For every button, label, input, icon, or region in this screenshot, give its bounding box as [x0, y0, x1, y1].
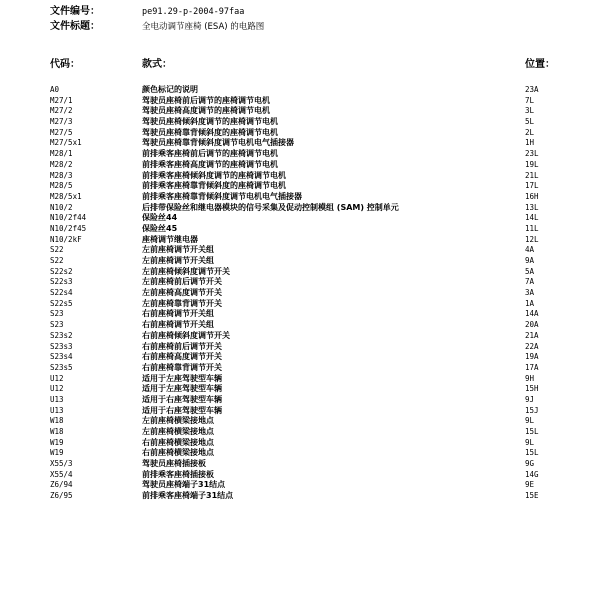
row-code: U12 — [50, 384, 64, 394]
row-position: 9H — [525, 373, 535, 383]
row-description: 左前座椅调节开关组 — [142, 256, 214, 265]
row-position: 15H — [525, 384, 539, 394]
row-description: 适用于左座驾驶型车辆 — [142, 384, 222, 394]
table-row — [0, 299, 603, 310]
row-position: 16H — [525, 191, 539, 201]
row-code: U12 — [50, 373, 64, 383]
row-position: 19L — [525, 159, 539, 169]
row-description: 驾驶员座椅端子31结点 — [142, 480, 226, 490]
row-position: 7A — [525, 277, 535, 287]
row-position: 1H — [525, 138, 535, 148]
row-position: 20A — [525, 320, 539, 330]
row-position: 12L — [525, 234, 539, 244]
row-position: 9A — [525, 256, 535, 265]
row-position: 9J — [525, 394, 535, 404]
row-code: M27/3 — [50, 117, 73, 127]
row-description: 保险丝45 — [142, 223, 178, 233]
table-row — [0, 149, 603, 160]
row-position: 11L — [525, 223, 539, 233]
row-description: 左前座椅调节开关组 — [142, 245, 214, 255]
row-position: 9E — [525, 480, 535, 490]
table-row — [0, 459, 603, 470]
table-row — [0, 235, 603, 246]
row-code: M28/3 — [50, 170, 73, 180]
table-row — [0, 138, 603, 149]
table-row — [0, 491, 603, 502]
row-description: 颜色标记的说明 — [142, 85, 198, 94]
table-row — [0, 160, 603, 171]
table-row — [0, 106, 603, 117]
row-code: A0 — [50, 85, 60, 94]
table-row — [0, 267, 603, 278]
row-position: 15L — [525, 427, 539, 436]
table-row — [0, 320, 603, 331]
component-list — [0, 85, 603, 502]
row-code: Z6/94 — [50, 480, 73, 490]
table-row — [0, 85, 603, 96]
row-position: 4A — [525, 245, 535, 255]
table-row — [0, 352, 603, 363]
table-row — [0, 288, 603, 299]
row-position: 19A — [525, 352, 539, 362]
row-position: 14L — [525, 213, 539, 223]
row-code: M27/5 — [50, 127, 73, 137]
row-code: M28/2 — [50, 159, 73, 169]
table-row — [0, 192, 603, 203]
column-header-code: 代码： — [50, 59, 80, 70]
row-code: W18 — [50, 427, 64, 436]
row-description: 前排乘客座椅端子31结点 — [142, 491, 234, 501]
row-code: W19 — [50, 448, 64, 458]
doc-title-value: 全电动调节座椅 (ESA) 的电路图 — [142, 22, 265, 32]
row-code: U13 — [50, 394, 64, 404]
row-description: 座椅调节继电器 — [142, 234, 198, 244]
row-position: 17L — [525, 181, 539, 191]
row-description: 左前座椅横梁接地点 — [142, 427, 214, 436]
row-code: N10/2kF — [50, 234, 82, 244]
row-position: 13L — [525, 202, 539, 212]
row-description: 前排乘客座椅靠背倾斜度的座椅调节电机 — [142, 181, 286, 191]
table-row — [0, 171, 603, 182]
row-code: S22s4 — [50, 288, 73, 298]
doc-title-label: 文件标题： — [50, 21, 100, 32]
row-description: 驾驶员座椅靠背倾斜度调节电机电气插接器 — [142, 138, 294, 148]
table-row — [0, 331, 603, 342]
row-description: 驾驶员座椅高度调节的座椅调节电机 — [142, 106, 270, 116]
table-row — [0, 224, 603, 235]
row-description: 右前座椅调节开关组 — [142, 320, 214, 330]
row-code: S23 — [50, 320, 64, 330]
table-row — [0, 406, 603, 417]
row-description: 保险丝44 — [142, 213, 178, 223]
row-description: 左前座椅横梁接地点 — [142, 416, 214, 426]
table-row — [0, 470, 603, 481]
row-position: 21L — [525, 170, 539, 180]
doc-number-value: pe91.29-p-2004-97faa — [142, 7, 245, 17]
row-code: M28/1 — [50, 149, 73, 159]
row-position: 9L — [525, 416, 535, 426]
row-code: M28/5 — [50, 181, 73, 191]
table-row — [0, 416, 603, 427]
row-position: 14G — [525, 469, 539, 479]
row-description: 右前座椅调节开关组 — [142, 309, 214, 319]
row-code: N10/2f45 — [50, 223, 87, 233]
table-row — [0, 245, 603, 256]
table-row — [0, 181, 603, 192]
table-row — [0, 117, 603, 128]
row-description: 适用于左座驾驶型车辆 — [142, 373, 222, 383]
table-row — [0, 309, 603, 320]
table-row — [0, 395, 603, 406]
row-description: 前排乘客座椅插接板 — [142, 469, 214, 479]
row-code: S22s5 — [50, 298, 73, 308]
row-code: M27/2 — [50, 106, 73, 116]
row-description: 驾驶员座椅靠背倾斜度的座椅调节电机 — [142, 127, 278, 137]
table-row — [0, 128, 603, 139]
table-row — [0, 363, 603, 374]
table-row — [0, 448, 603, 459]
row-position: 2L — [525, 127, 535, 137]
row-position: 17A — [525, 362, 539, 372]
row-description: 右前座椅倾斜度调节开关 — [142, 330, 230, 340]
row-code: X55/3 — [50, 459, 73, 469]
table-row — [0, 277, 603, 288]
row-code: M27/1 — [50, 95, 73, 105]
row-description: 前排乘客座椅靠背倾斜度调节电机电气插接器 — [142, 191, 302, 201]
row-description: 驾驶员座椅倾斜度调节的座椅调节电机 — [142, 117, 278, 127]
row-description: 右前座椅靠背调节开关 — [142, 362, 222, 372]
row-position: 15L — [525, 448, 539, 458]
row-position: 9G — [525, 459, 535, 469]
row-description: 右前座椅横梁接地点 — [142, 437, 214, 447]
row-description: 右前座椅前后调节开关 — [142, 341, 222, 351]
row-code: X55/4 — [50, 469, 73, 479]
row-position: 9L — [525, 437, 535, 447]
row-description: 驾驶员座椅插接板 — [142, 459, 206, 469]
table-row — [0, 213, 603, 224]
row-position: 5L — [525, 117, 535, 127]
column-header-pos: 位置： — [525, 59, 555, 70]
row-code: U13 — [50, 405, 64, 415]
row-position: 14A — [525, 309, 539, 319]
row-code: W18 — [50, 416, 64, 426]
row-position: 23L — [525, 149, 539, 159]
table-row — [0, 480, 603, 491]
row-code: M27/5x1 — [50, 138, 82, 148]
table-row — [0, 384, 603, 395]
row-code: N10/2f44 — [50, 213, 87, 223]
row-position: 21A — [525, 330, 539, 340]
row-code: Z6/95 — [50, 491, 73, 501]
table-row — [0, 427, 603, 438]
row-code: W19 — [50, 437, 64, 447]
row-position: 5A — [525, 266, 535, 276]
row-position: 22A — [525, 341, 539, 351]
row-description: 前排乘客座椅倾斜度调节的座椅调节电机 — [142, 170, 286, 180]
row-description: 前排乘客座椅高度调节的座椅调节电机 — [142, 159, 278, 169]
row-description: 左前座椅高度调节开关 — [142, 288, 222, 298]
row-code: S23 — [50, 309, 64, 319]
row-description: 左前座椅靠背调节开关 — [142, 298, 222, 308]
row-position: 15J — [525, 405, 539, 415]
row-code: S22 — [50, 245, 64, 255]
row-description: 驾驶员座椅前后调节的座椅调节电机 — [142, 95, 270, 105]
row-description: 后排带保险丝和继电器模块的信号采集及促动控制模组 (SAM) 控制单元 — [142, 202, 399, 212]
row-position: 3A — [525, 288, 535, 298]
row-code: S23s4 — [50, 352, 73, 362]
row-position: 3L — [525, 106, 535, 116]
row-code: S22 — [50, 256, 64, 265]
table-row — [0, 342, 603, 353]
table-row — [0, 256, 603, 267]
row-code: M28/5x1 — [50, 191, 82, 201]
row-position: 7L — [525, 95, 535, 105]
column-header-desc: 款式： — [142, 59, 172, 70]
table-row — [0, 438, 603, 449]
row-position: 1A — [525, 298, 535, 308]
row-code: S22s3 — [50, 277, 73, 287]
row-description: 前排乘客座椅前后调节的座椅调节电机 — [142, 149, 278, 159]
row-code: S22s2 — [50, 266, 73, 276]
row-code: N10/2 — [50, 202, 73, 212]
table-row — [0, 374, 603, 385]
row-position: 23A — [525, 85, 539, 94]
row-code: S23s3 — [50, 341, 73, 351]
row-description: 左前座椅前后调节开关 — [142, 277, 222, 287]
table-row — [0, 96, 603, 107]
row-description: 右前座椅高度调节开关 — [142, 352, 222, 362]
doc-number-label: 文件编号： — [50, 6, 100, 17]
row-description: 右前座椅横梁接地点 — [142, 448, 214, 458]
row-description: 左前座椅倾斜度调节开关 — [142, 266, 230, 276]
row-code: S23s5 — [50, 362, 73, 372]
row-code: S23s2 — [50, 330, 73, 340]
row-position: 15E — [525, 491, 539, 501]
row-description: 适用于右座驾驶型车辆 — [142, 405, 222, 415]
row-description: 适用于右座驾驶型车辆 — [142, 394, 222, 404]
table-row — [0, 203, 603, 214]
